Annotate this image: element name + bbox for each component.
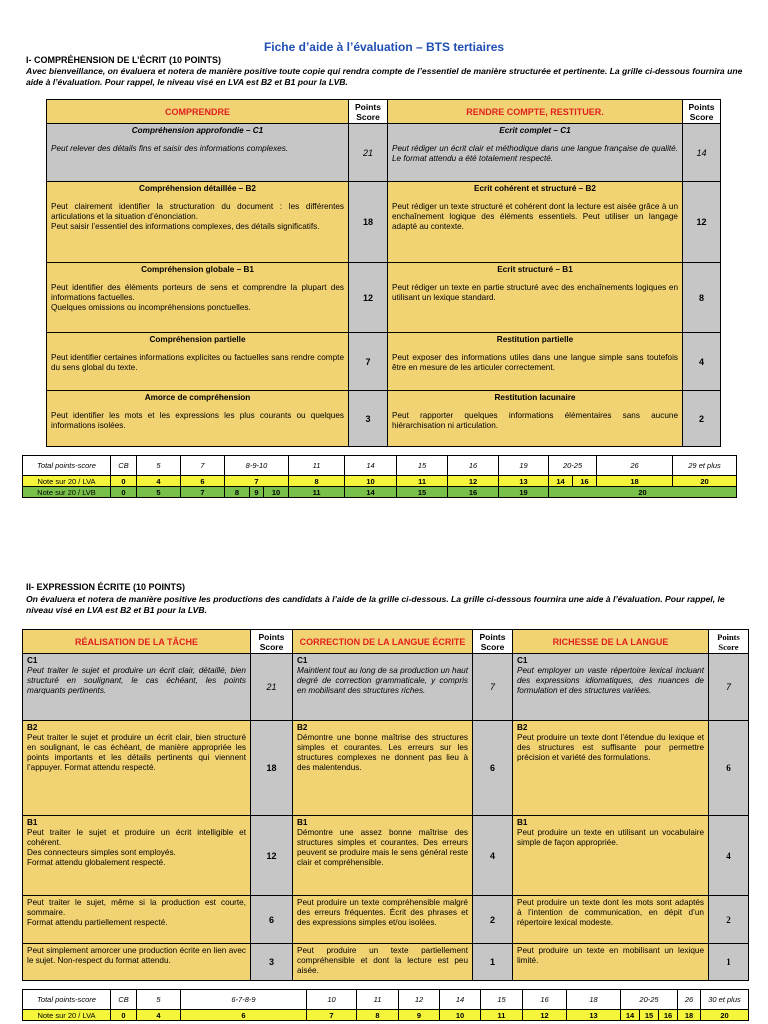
level-desc: Peut produire un texte dont les mots sont adaptés à l’intention de communication, en dépit d’un répertoire lexical modeste. <box>517 898 704 927</box>
lva-label: Note sur 20 / LVA <box>23 1010 111 1021</box>
lvb-cell: 11 <box>289 487 345 498</box>
score: 2 <box>709 896 749 944</box>
lva-cell: 20 <box>701 1010 749 1021</box>
total-cell: 14 <box>440 990 481 1010</box>
total-cell: 7 <box>181 456 225 476</box>
total-label: Total points-score <box>23 456 111 476</box>
score: 6 <box>709 721 749 816</box>
total-cell: 30 et plus <box>701 990 749 1010</box>
level-cell <box>47 333 349 391</box>
lvb-cell: 19 <box>499 487 549 498</box>
total-cell: 26 <box>678 990 701 1010</box>
total-cell: 12 <box>399 990 440 1010</box>
score: 1 <box>709 944 749 981</box>
level-code: B1 <box>297 818 308 827</box>
total-cell: 20-25 <box>549 456 597 476</box>
level-cell <box>513 816 709 896</box>
score: 4 <box>683 333 721 391</box>
lva-cell: 6 <box>181 1010 307 1021</box>
level-title: Ecrit complet – C1 <box>499 126 571 135</box>
level-cell <box>23 721 251 816</box>
total-cell: 29 et plus <box>673 456 737 476</box>
lvb-cell: 7 <box>181 487 225 498</box>
level-cell <box>23 816 251 896</box>
score: 7 <box>709 654 749 721</box>
level-desc: Peut clairement identifier la structuration du document : les différentes articulations et la situation d’énonciation. Peut saisir l’essentiel des informations complexes, des détails significatifs. <box>51 202 344 231</box>
section2-heading: II- EXPRESSION ÉCRITE (10 POINTS) <box>26 582 186 592</box>
lva-cell: 0 <box>111 476 137 487</box>
lva-cell: 8 <box>289 476 345 487</box>
lva-cell: 7 <box>307 1010 357 1021</box>
level-cell <box>513 721 709 816</box>
header-richesse: RICHESSE DE LA LANGUE <box>513 630 709 654</box>
level-desc: Peut traiter le sujet, même si la production est courte, sommaire. Format attendu partiellement respecté. <box>27 898 246 927</box>
level-desc: Peut identifier certaines informations explicites ou factuelles sans rendre compte du sens global du texte. <box>51 353 344 372</box>
level-cell <box>388 182 683 263</box>
level-title: Compréhension approfondie – C1 <box>131 126 264 135</box>
total-cell: 11 <box>357 990 399 1010</box>
lva-cell: 10 <box>440 1010 481 1021</box>
lva-cell: 10 <box>345 476 397 487</box>
points-header: Points Score <box>251 630 293 654</box>
level-cell <box>293 721 473 816</box>
level-desc: Peut traiter le sujet et produire un écrit clair, détaillé, bien structuré en soulignant, le cas échéant, les points marquants pertinents. <box>27 666 246 695</box>
lva-cell: 7 <box>225 476 289 487</box>
level-cell <box>293 654 473 721</box>
total-cell: 8-9-10 <box>225 456 289 476</box>
score: 18 <box>251 721 293 816</box>
expression-grid <box>22 629 749 981</box>
score: 18 <box>349 182 388 263</box>
level-desc: Peut identifier des éléments porteurs de sens et comprendre la plupart des informations factuelles. Quelques omissions ou incompréhensions ponctuelles. <box>51 283 344 312</box>
lva-cell: 11 <box>397 476 448 487</box>
level-desc: Peut rapporter quelques informations élémentaires sans aucune hiérarchisation ni articulation. <box>392 411 678 430</box>
points-header: Points Score <box>709 630 749 654</box>
level-desc: Peut produire un texte partiellement compréhensible et dont la lecture est peu aisée. <box>297 946 468 975</box>
score: 21 <box>349 124 388 182</box>
level-desc: Peut rédiger un texte structuré et cohérent dont la lecture est aisée grâce à un enchaînement logique des éléments essentiels. Peut utiliser un langage adapté au contexte. <box>392 202 678 231</box>
score: 1 <box>473 944 513 981</box>
lva-cell: 11 <box>481 1010 523 1021</box>
level-code: B2 <box>27 723 38 732</box>
level-desc: Peut produire un texte compréhensible malgré des erreurs fréquentes. Écrit des phrases et des expressions simples et/ou isolées. <box>297 898 468 927</box>
points-header: Points Score <box>683 100 721 124</box>
total-cell: 16 <box>448 456 499 476</box>
lva-cell: 0 <box>111 1010 137 1021</box>
points-header: Points Score <box>349 100 388 124</box>
score: 4 <box>473 816 513 896</box>
lva-label: Note sur 20 / LVA <box>23 476 111 487</box>
total-cell: 14 <box>345 456 397 476</box>
level-title: Compréhension globale – B1 <box>141 265 254 274</box>
level-cell <box>47 124 349 182</box>
total-cell: CB <box>111 990 137 1010</box>
level-cell <box>388 333 683 391</box>
lva-cell: 14 <box>549 476 573 487</box>
level-title: Compréhension partielle <box>149 335 246 344</box>
level-title: Amorce de compréhension <box>144 393 251 402</box>
level-desc: Peut traiter le sujet et produire un écrit intelligible et cohérent. Des connecteurs simples sont employés. Format attendu globalement respecté. <box>27 828 246 867</box>
score: 7 <box>349 333 388 391</box>
lvb-cell: 8 <box>225 487 250 498</box>
level-cell <box>23 896 251 944</box>
level-cell <box>388 124 683 182</box>
level-cell <box>293 944 473 981</box>
level-desc: Peut traiter le sujet et produire un écrit clair, bien structuré en soulignant, le cas échéant, de manière appropriée les points importants et les détails pertinents qui viennent l’appuyer. Format attendu respecté. <box>27 733 246 772</box>
level-cell <box>388 391 683 447</box>
section2-intro: On évaluera et notera de manière positive les productions des candidats à l’aide de la grille ci-dessous. La grille ci-dessous fournira une aide à l’évaluation. Pour rappel, le niveau visé en LVA est B2 et B1 pour la LVB. <box>26 594 725 615</box>
level-desc: Peut produire un texte en utilisant un vocabulaire simple de façon appropriée. <box>517 828 704 847</box>
level-code: C1 <box>517 656 528 665</box>
score: 4 <box>709 816 749 896</box>
lva-cell: 4 <box>137 1010 181 1021</box>
score: 3 <box>349 391 388 447</box>
level-desc: Peut rédiger un écrit clair et méthodique dans une langue française de qualité. Le format attendu a été totalement respecté. <box>392 144 678 163</box>
lva-cell: 6 <box>181 476 225 487</box>
lva-cell: 16 <box>659 1010 678 1021</box>
level-code: C1 <box>27 656 38 665</box>
lvb-cell: 14 <box>345 487 397 498</box>
lva-cell: 8 <box>357 1010 399 1021</box>
total-cell: 11 <box>289 456 345 476</box>
level-code: C1 <box>297 656 308 665</box>
score: 6 <box>473 721 513 816</box>
lva-cell: 4 <box>137 476 181 487</box>
total-cell: 6-7-8-9 <box>181 990 307 1010</box>
level-cell <box>513 896 709 944</box>
lvb-cell: 15 <box>397 487 448 498</box>
page-title: Fiche d’aide à l’évaluation – BTS tertiaires <box>263 40 505 54</box>
score: 14 <box>683 124 721 182</box>
score: 2 <box>683 391 721 447</box>
lvb-cell: 0 <box>111 487 137 498</box>
level-desc: Peut relever des détails fins et saisir des informations complexes. <box>51 144 289 153</box>
level-desc: Peut identifier les mots et les expressions les plus courants ou quelques informations isolées. <box>51 411 344 430</box>
score: 21 <box>251 654 293 721</box>
header-correction: CORRECTION DE LA LANGUE ÉCRITE <box>293 630 473 654</box>
score: 12 <box>349 263 388 333</box>
level-cell <box>23 944 251 981</box>
level-desc: Peut simplement amorcer une production écrite en lien avec le sujet. Non-respect du format attendu. <box>27 946 246 965</box>
level-cell <box>293 816 473 896</box>
level-desc: Peut employer un vaste répertoire lexical incluant des expressions idiomatiques, des nuances de formulation et des structures variées. <box>517 666 704 695</box>
lva-cell: 18 <box>678 1010 701 1021</box>
level-desc: Démontre une assez bonne maîtrise des structures simples et courantes. Des erreurs peuvent se produire mais le sens général reste clair et compréhensible. <box>297 828 468 867</box>
comprehension-grid <box>46 99 721 447</box>
lva-cell: 15 <box>640 1010 659 1021</box>
score: 2 <box>473 896 513 944</box>
conversion-table-2 <box>22 989 749 1021</box>
lvb-cell: 5 <box>137 487 181 498</box>
section1-heading: I- COMPRÉHENSION DE L’ÉCRIT (10 POINTS) <box>26 55 222 65</box>
score: 3 <box>251 944 293 981</box>
lva-cell: 16 <box>573 476 597 487</box>
conversion-table-1 <box>22 455 737 498</box>
lvb-cell: 9 <box>250 487 264 498</box>
total-cell: 20-25 <box>621 990 678 1010</box>
level-title: Restitution partielle <box>496 335 574 344</box>
lva-cell: 9 <box>399 1010 440 1021</box>
lvb-cell: 16 <box>448 487 499 498</box>
lva-cell: 13 <box>499 476 549 487</box>
lvb-cell: 10 <box>264 487 289 498</box>
section1-intro: Avec bienveillance, on évaluera et notera de manière positive toute copie qui rendra compte de l’essentiel de manière structurée et pertinente. La grille ci-dessous fournira une aide à l’évaluation. Pour rappel, le niveau visé en LVA est B2 et B1 pour la LVB. <box>26 66 743 87</box>
level-cell <box>513 944 709 981</box>
total-cell: 5 <box>137 456 181 476</box>
lva-cell: 12 <box>523 1010 567 1021</box>
level-cell <box>47 391 349 447</box>
lva-cell: 12 <box>448 476 499 487</box>
total-cell: 16 <box>523 990 567 1010</box>
score: 6 <box>251 896 293 944</box>
level-code: B1 <box>517 818 528 827</box>
level-desc: Peut rédiger un texte en partie structuré avec des enchaînements logiques en utilisant un lexique standard. <box>392 283 678 302</box>
points-header: Points Score <box>473 630 513 654</box>
header-realisation: RÉALISATION DE LA TÂCHE <box>23 630 251 654</box>
score: 12 <box>251 816 293 896</box>
level-cell <box>47 182 349 263</box>
level-desc: Peut produire un texte dont l’étendue du lexique et des structures est suffisante pour permettre précision et variété des formulations. <box>517 733 704 762</box>
level-cell <box>513 654 709 721</box>
level-title: Restitution lacunaire <box>494 393 576 402</box>
level-code: B2 <box>297 723 308 732</box>
total-label: Total points-score <box>23 990 111 1010</box>
total-cell: 26 <box>597 456 673 476</box>
total-cell: 18 <box>567 990 621 1010</box>
score: 8 <box>683 263 721 333</box>
total-cell: 15 <box>397 456 448 476</box>
total-cell: 19 <box>499 456 549 476</box>
lva-cell: 20 <box>673 476 737 487</box>
level-cell <box>388 263 683 333</box>
level-desc: Peut produire un texte en mobilisant un lexique limité. <box>517 946 704 965</box>
lvb-label: Note sur 20 / LVB <box>23 487 111 498</box>
header-rendre-compte: RENDRE COMPTE, RESTITUER. <box>388 100 683 124</box>
level-cell <box>23 654 251 721</box>
level-title: Ecrit structuré – B1 <box>497 265 573 274</box>
level-desc: Maintient tout au long de sa production un haut degré de correction grammaticale, y compris en mobilisant des structures riches. <box>297 666 468 695</box>
level-code: B2 <box>517 723 528 732</box>
level-code: B1 <box>27 818 38 827</box>
level-cell <box>47 263 349 333</box>
lva-cell: 14 <box>621 1010 640 1021</box>
header-comprendre: COMPRENDRE <box>47 100 349 124</box>
total-cell: 15 <box>481 990 523 1010</box>
level-cell <box>293 896 473 944</box>
lvb-cell: 20 <box>549 487 737 498</box>
level-title: Ecrit cohérent et structuré – B2 <box>474 184 596 193</box>
total-cell: 10 <box>307 990 357 1010</box>
level-title: Compréhension détaillée – B2 <box>139 184 256 193</box>
total-cell: CB <box>111 456 137 476</box>
lva-cell: 13 <box>567 1010 621 1021</box>
score: 7 <box>473 654 513 721</box>
level-desc: Démontre une bonne maîtrise des structures simples et courantes. Les erreurs sur les structures complexes ne donnent pas lieu à des malentendus. <box>297 733 468 772</box>
level-desc: Peut exposer des informations utiles dans une langue simple sans toutefois être en mesure de les articuler correctement. <box>392 353 678 372</box>
total-cell: 5 <box>137 990 181 1010</box>
lva-cell: 18 <box>597 476 673 487</box>
score: 12 <box>683 182 721 263</box>
